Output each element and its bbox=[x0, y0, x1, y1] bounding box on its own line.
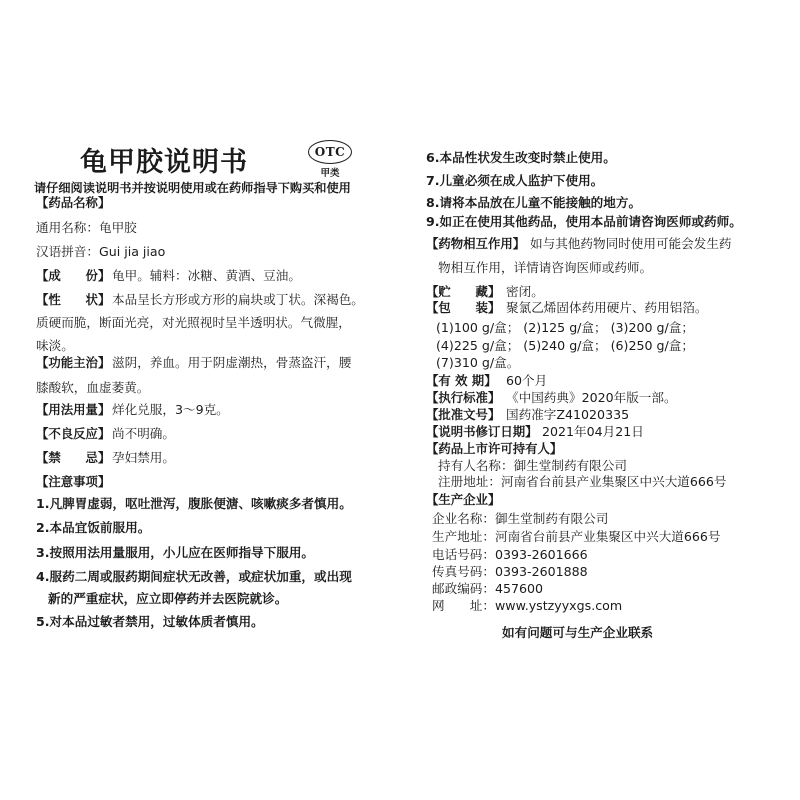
indications-heading: 【功能主治】 bbox=[36, 355, 111, 370]
indications-line: 滋阴，养血。用于阴虚潮热，骨蒸盗汗，腰 bbox=[112, 355, 352, 370]
standard-heading: 【执行标准】 bbox=[426, 390, 501, 405]
reading-instruction: 请仔细阅读说明书并按说明使用或在药师指导下购买和使用 bbox=[34, 181, 351, 195]
manufacturer-line: 邮政编码：457600 bbox=[432, 581, 544, 596]
indications-line: 膝酸软，血虚萎黄。 bbox=[36, 380, 150, 395]
pinyin-name: 汉语拼音：Gui jia jiao bbox=[36, 244, 166, 259]
manufacturer-website: 网 址：www.ystzyyxgs.com bbox=[432, 598, 623, 613]
contraindications-text: 孕妇禁用。 bbox=[112, 450, 175, 465]
precaution-item: 5.对本品过敏者禁用，过敏体质者慎用。 bbox=[36, 614, 264, 629]
drug-name-heading: 【药品名称】 bbox=[36, 195, 111, 210]
manufacturer-line: 生产地址：河南省台前县产业集聚区中兴大道666号 bbox=[432, 529, 721, 544]
manufacturer-line: 传真号码：0393-2601888 bbox=[432, 564, 588, 579]
interactions-line: 如与其他药物同时使用可能会发生药 bbox=[530, 236, 732, 251]
packaging-line: (7)310 g/盒。 bbox=[436, 355, 520, 370]
validity-heading: 【有 效 期】 bbox=[426, 373, 497, 388]
precautions-heading: 【注意事项】 bbox=[36, 474, 111, 489]
adverse-text: 尚不明确。 bbox=[112, 426, 175, 441]
packaging-line: 聚氯乙烯固体药用硬片、药用铝箔。 bbox=[506, 300, 708, 315]
dosage-heading: 【用法用量】 bbox=[36, 402, 111, 417]
generic-name: 通用名称：龟甲胶 bbox=[36, 220, 137, 235]
mah-address: 注册地址：河南省台前县产业集聚区中兴大道666号 bbox=[438, 474, 727, 489]
storage-heading: 【贮 藏】 bbox=[426, 284, 501, 299]
precaution-item: 3.按照用法用量服用，小儿应在医师指导下服用。 bbox=[36, 545, 315, 560]
interactions-line: 物相互作用，详情请咨询医师或药师。 bbox=[438, 260, 653, 275]
manufacturer-heading: 【生产企业】 bbox=[426, 492, 501, 507]
packaging-heading: 【包 装】 bbox=[426, 300, 501, 315]
mah-heading: 【药品上市许可持有人】 bbox=[426, 441, 563, 456]
packaging-line: (1)100 g/盒； (2)125 g/盒； (3)200 g/盒； bbox=[436, 320, 694, 335]
storage-text: 密闭。 bbox=[506, 284, 544, 299]
precaution-item: 7.儿童必须在成人监护下使用。 bbox=[426, 173, 604, 188]
precaution-item: 8.请将本品放在儿童不能接触的地方。 bbox=[426, 195, 642, 210]
packaging-line: (4)225 g/盒； (5)240 g/盒； (6)250 g/盒； bbox=[436, 338, 694, 353]
interactions-heading: 【药物相互作用】 bbox=[426, 236, 526, 251]
otc-category: 甲类 bbox=[320, 168, 340, 179]
approval-text: 国药准字Z41020335 bbox=[506, 407, 630, 422]
manufacturer-line: 电话号码：0393-2601666 bbox=[432, 547, 588, 562]
otc-badge-group bbox=[308, 140, 352, 179]
precaution-item: 6.本品性状发生改变时禁止使用。 bbox=[426, 150, 616, 165]
precaution-item: 4.服药二周或服药期间症状无改善，或症状加重，或出现 bbox=[36, 569, 352, 584]
revision-text: 2021年04月21日 bbox=[542, 424, 644, 439]
precaution-item: 9.如正在使用其他药品，使用本品前请咨询医师或药师。 bbox=[426, 214, 742, 229]
dosage-text: 烊化兑服，3～9克。 bbox=[112, 402, 229, 417]
precaution-item-continued: 新的严重症状，应立即停药并去医院就诊。 bbox=[48, 591, 288, 606]
otc-badge: OTC bbox=[308, 140, 352, 164]
description-line: 本品呈长方形或方形的扁块或丁状。深褐色。 bbox=[112, 292, 364, 307]
approval-heading: 【批准文号】 bbox=[426, 407, 501, 422]
ingredients-heading: 【成 份】 bbox=[36, 268, 111, 283]
precaution-item: 2.本品宜饭前服用。 bbox=[36, 520, 151, 535]
page-title: 龟甲胶说明书 bbox=[80, 147, 248, 178]
description-heading: 【性 状】 bbox=[36, 292, 111, 307]
contact-note: 如有问题可与生产企业联系 bbox=[502, 625, 654, 640]
ingredients-text: 龟甲。辅料：冰糖、黄酒、豆油。 bbox=[112, 268, 301, 283]
description-line: 味淡。 bbox=[36, 338, 74, 353]
manufacturer-line: 企业名称：御生堂制药有限公司 bbox=[432, 511, 609, 526]
mah-holder: 持有人名称：御生堂制药有限公司 bbox=[438, 458, 627, 473]
description-line: 质硬而脆，断面光亮，对光照视时呈半透明状。气微腥， bbox=[36, 315, 351, 330]
validity-text: 60个月 bbox=[506, 373, 548, 388]
precaution-item: 1.凡脾胃虚弱，呕吐泄泻，腹胀便溏、咳嗽痰多者慎用。 bbox=[36, 496, 352, 511]
revision-heading: 【说明书修订日期】 bbox=[426, 424, 538, 439]
adverse-heading: 【不良反应】 bbox=[36, 426, 111, 441]
contraindications-heading: 【禁 忌】 bbox=[36, 450, 111, 465]
standard-text: 《中国药典》2020年版一部。 bbox=[506, 390, 677, 405]
